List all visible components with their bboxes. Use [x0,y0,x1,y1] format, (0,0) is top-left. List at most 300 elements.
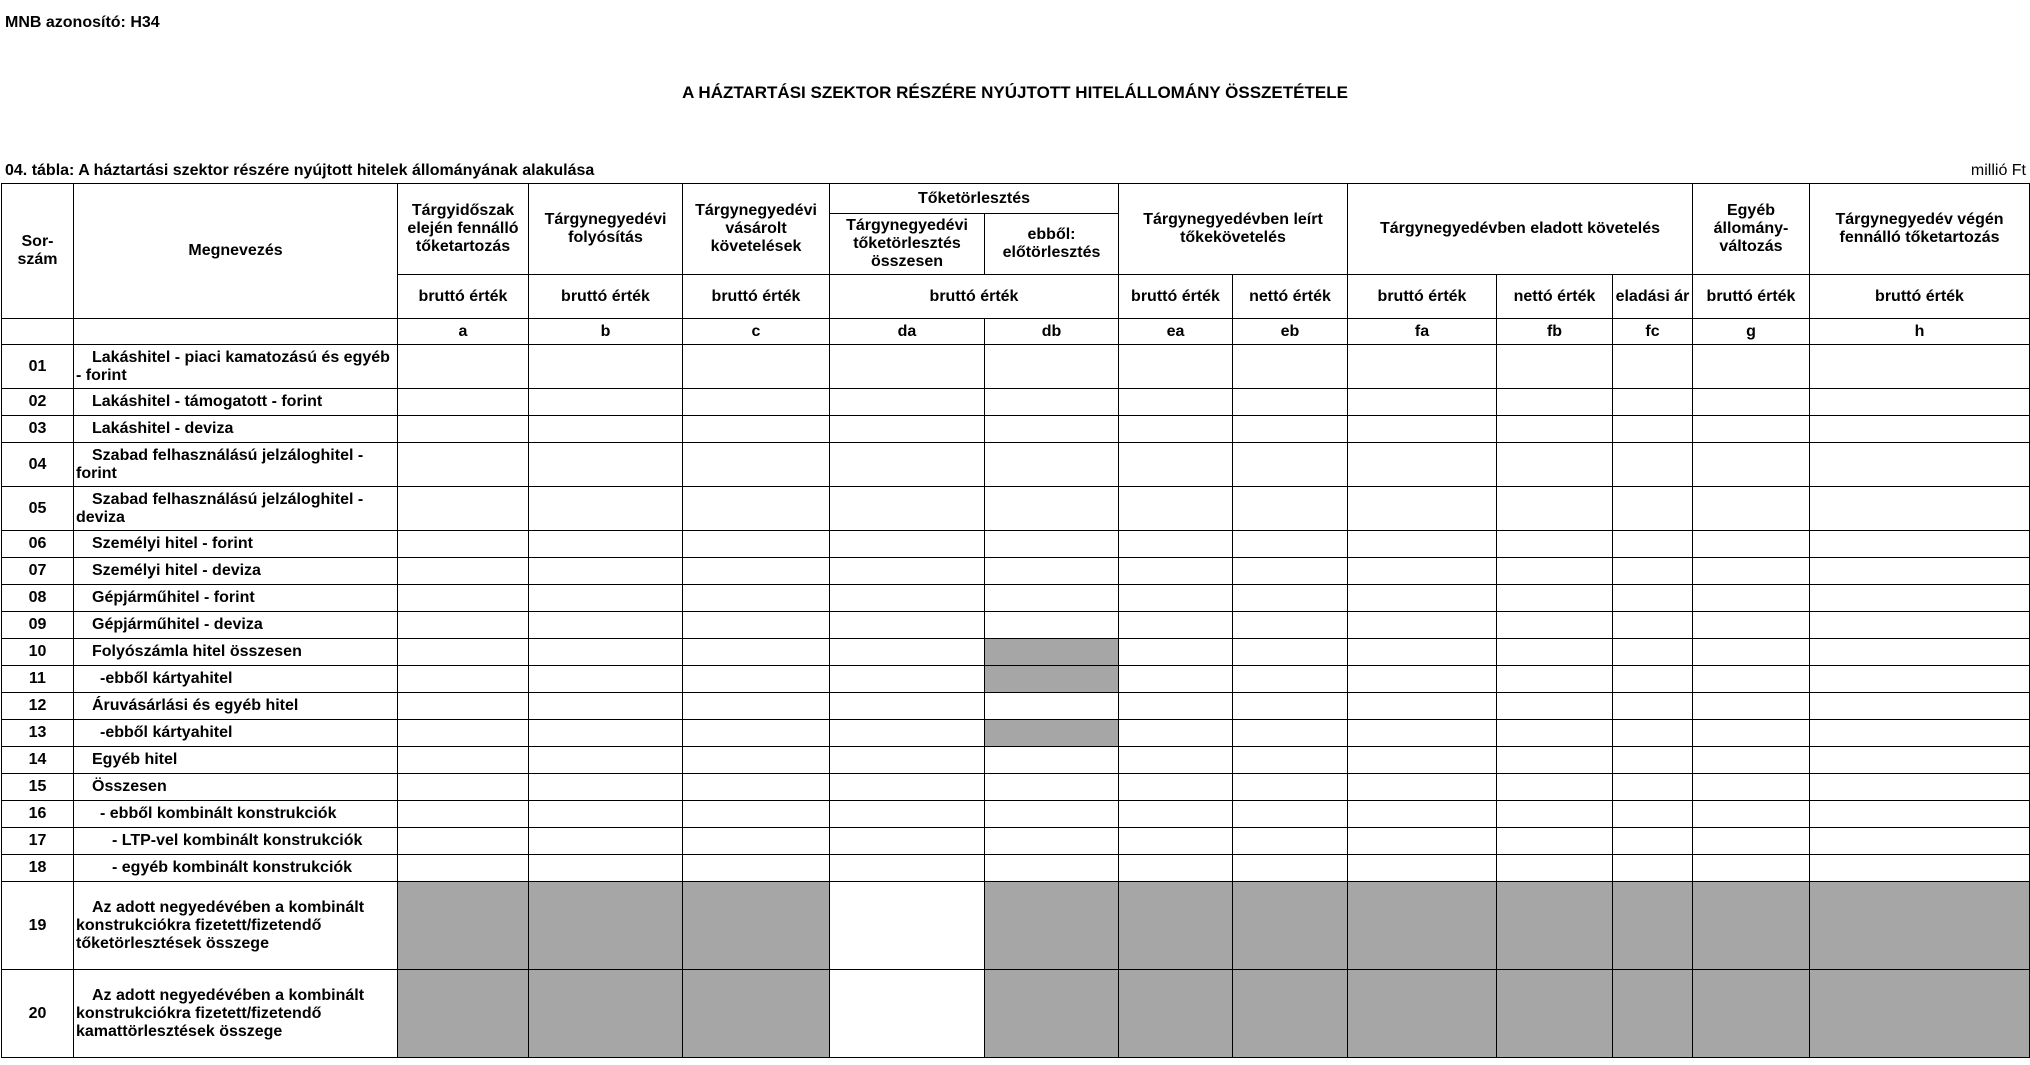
shaded-data-cell [1613,882,1693,970]
header-megnevezes: Megnevezés [74,184,398,319]
data-cell[interactable] [683,639,830,666]
shaded-data-cell [1119,882,1233,970]
data-cell[interactable] [1810,487,2030,531]
data-cell[interactable] [529,612,683,639]
row-name-cell [74,828,398,855]
data-cell[interactable] [1497,345,1613,389]
data-cell[interactable] [1348,443,1497,487]
data-cell[interactable] [1810,666,2030,693]
data-cell[interactable] [1119,720,1233,747]
data-cell[interactable] [1497,443,1613,487]
data-cell[interactable] [830,558,985,585]
data-cell[interactable] [1233,612,1348,639]
data-cell[interactable] [830,666,985,693]
data-cell[interactable] [683,558,830,585]
data-cell[interactable] [529,828,683,855]
row-name: Személyi hitel - deviza [92,562,261,579]
data-cell[interactable] [529,558,683,585]
data-cell[interactable] [1233,389,1348,416]
data-cell[interactable] [1497,585,1613,612]
data-cell[interactable] [398,612,529,639]
data-cell[interactable] [1693,693,1810,720]
data-cell[interactable] [1497,612,1613,639]
table-row [2,666,2030,693]
data-cell[interactable] [398,639,529,666]
data-cell[interactable] [398,666,529,693]
data-cell[interactable] [1348,855,1497,882]
row-name-cell [74,693,398,720]
data-cell[interactable] [529,774,683,801]
row-name: Személyi hitel - forint [92,535,253,552]
data-cell[interactable] [1497,720,1613,747]
data-cell[interactable] [985,747,1119,774]
data-cell[interactable] [985,612,1119,639]
column-code: eb [1233,319,1348,345]
header-group-eladott: Tárgynegyedévben eladott követelés [1348,184,1693,275]
data-cell[interactable] [1810,774,2030,801]
data-cell[interactable] [1233,345,1348,389]
data-cell[interactable] [1693,345,1810,389]
data-cell[interactable] [830,720,985,747]
data-cell[interactable] [1233,558,1348,585]
data-cell[interactable] [1233,720,1348,747]
data-cell[interactable] [1497,531,1613,558]
data-cell[interactable] [398,828,529,855]
data-cell[interactable] [1233,585,1348,612]
data-cell[interactable] [1348,612,1497,639]
data-cell[interactable] [1693,828,1810,855]
data-cell[interactable] [830,855,985,882]
table-row [2,612,2030,639]
data-cell[interactable] [985,416,1119,443]
shaded-data-cell [1613,970,1693,1058]
data-cell[interactable] [683,774,830,801]
data-cell[interactable] [1810,639,2030,666]
data-cell[interactable] [1693,389,1810,416]
data-cell[interactable] [529,855,683,882]
shaded-data-cell [1233,970,1348,1058]
data-cell[interactable] [398,747,529,774]
data-cell[interactable] [1497,389,1613,416]
data-cell[interactable] [683,828,830,855]
table-row [2,747,2030,774]
data-cell[interactable] [1693,666,1810,693]
data-cell[interactable] [1233,416,1348,443]
data-cell[interactable] [1810,801,2030,828]
data-cell[interactable] [1497,747,1613,774]
data-cell[interactable] [683,487,830,531]
table-row [2,558,2030,585]
row-name: Lakáshitel - piaci kamatozású és egyéb - forint [76,348,390,384]
header-row-1 [2,184,2030,214]
data-cell[interactable] [1693,747,1810,774]
row-name-cell [74,855,398,882]
subheader-brutto: bruttó érték [1119,275,1233,319]
row-name-cell [74,345,398,389]
data-cell[interactable] [830,389,985,416]
data-cell[interactable] [1497,416,1613,443]
data-cell[interactable] [1693,558,1810,585]
data-cell[interactable] [1810,558,2030,585]
data-cell[interactable] [985,487,1119,531]
row-name-cell [74,612,398,639]
data-cell[interactable] [1693,416,1810,443]
data-cell[interactable] [1497,693,1613,720]
row-name: Szabad felhasználású jelzáloghitel - forint [76,446,364,482]
data-cell[interactable] [398,774,529,801]
data-cell[interactable] [830,774,985,801]
row-number: 04 [2,443,74,487]
data-cell[interactable] [1693,720,1810,747]
data-cell[interactable] [398,345,529,389]
data-cell[interactable] [1613,487,1693,531]
data-cell[interactable] [1233,828,1348,855]
row-name-cell [74,585,398,612]
data-cell[interactable] [1119,345,1233,389]
row-number: 01 [2,345,74,389]
column-code: a [398,319,529,345]
data-cell[interactable] [1348,585,1497,612]
shaded-data-cell [985,639,1119,666]
data-cell[interactable] [398,389,529,416]
unit-label: millió Ft [1970,162,2026,179]
data-cell[interactable] [985,693,1119,720]
row-name-cell [74,882,398,970]
data-cell[interactable] [1119,585,1233,612]
data-cell[interactable] [398,443,529,487]
data-cell[interactable] [1693,801,1810,828]
data-cell[interactable] [1497,774,1613,801]
data-cell[interactable] [830,639,985,666]
data-cell[interactable] [1348,720,1497,747]
shaded-data-cell [683,882,830,970]
data-cell[interactable] [1119,558,1233,585]
data-cell[interactable] [683,345,830,389]
data-cell[interactable] [1119,443,1233,487]
data-cell[interactable] [830,970,985,1058]
data-cell[interactable] [1693,855,1810,882]
data-cell[interactable] [1348,774,1497,801]
data-cell[interactable] [1497,828,1613,855]
row-name: - egyéb kombinált konstrukciók [112,859,353,876]
data-cell[interactable] [1233,487,1348,531]
data-cell[interactable] [830,531,985,558]
shaded-data-cell [529,970,683,1058]
row-name-cell [74,443,398,487]
data-cell[interactable] [398,720,529,747]
mnb-identifier: MNB azonosító: H34 [5,14,160,31]
data-cell[interactable] [683,693,830,720]
data-cell[interactable] [1233,531,1348,558]
row-number: 10 [2,639,74,666]
data-cell[interactable] [683,416,830,443]
row-name: Lakáshitel - deviza [92,420,234,437]
code-row [2,319,2030,345]
data-cell[interactable] [1233,443,1348,487]
data-cell[interactable] [1810,612,2030,639]
table-row [2,693,2030,720]
data-cell[interactable] [1613,443,1693,487]
data-cell[interactable] [1233,693,1348,720]
data-cell[interactable] [1119,747,1233,774]
data-cell[interactable] [1613,801,1693,828]
data-cell[interactable] [529,345,683,389]
row-number: 05 [2,487,74,531]
data-cell[interactable] [529,639,683,666]
data-cell[interactable] [830,487,985,531]
row-name: Gépjárműhitel - forint [92,589,255,606]
data-cell[interactable] [1810,693,2030,720]
data-cell[interactable] [1497,801,1613,828]
data-cell[interactable] [1810,345,2030,389]
data-cell[interactable] [830,416,985,443]
header-col-h: Tárgynegyedév végén fennálló tőketartozás [1810,184,2030,275]
data-cell[interactable] [1613,693,1693,720]
row-name-cell [74,639,398,666]
data-cell[interactable] [1613,389,1693,416]
data-cell[interactable] [1613,855,1693,882]
data-cell[interactable] [1119,693,1233,720]
row-name: Szabad felhasználású jelzáloghitel - deviza [76,490,364,526]
header-group-tokettorlesztes: Tőketörlesztés [830,184,1119,214]
data-cell[interactable] [1810,585,2030,612]
data-cell[interactable] [1497,855,1613,882]
table-row [2,585,2030,612]
data-cell[interactable] [1613,531,1693,558]
data-cell[interactable] [1233,855,1348,882]
data-cell[interactable] [1693,774,1810,801]
data-cell[interactable] [529,720,683,747]
data-cell[interactable] [398,801,529,828]
data-cell[interactable] [1348,639,1497,666]
data-cell[interactable] [1119,612,1233,639]
data-cell[interactable] [529,443,683,487]
data-cell[interactable] [683,443,830,487]
table-row [2,828,2030,855]
shaded-data-cell [1233,882,1348,970]
subheader-brutto: bruttó érték [1810,275,2030,319]
header-group-leirt: Tárgynegyedévben leírt tőkekövetelés [1119,184,1348,275]
data-cell[interactable] [398,693,529,720]
data-cell[interactable] [1348,389,1497,416]
data-cell[interactable] [1810,828,2030,855]
data-cell[interactable] [398,531,529,558]
data-cell[interactable] [1613,612,1693,639]
data-cell[interactable] [830,612,985,639]
header-col-c: Tárgynegyedévi vásárolt követelések [683,184,830,275]
data-cell[interactable] [398,558,529,585]
data-cell[interactable] [683,612,830,639]
data-cell[interactable] [683,531,830,558]
data-cell[interactable] [1613,747,1693,774]
row-name-cell [74,747,398,774]
data-cell[interactable] [985,774,1119,801]
data-cell[interactable] [985,585,1119,612]
shaded-data-cell [985,970,1119,1058]
data-cell[interactable] [398,585,529,612]
data-cell[interactable] [830,693,985,720]
data-cell[interactable] [529,747,683,774]
subheader-netto: nettó érték [1497,275,1613,319]
row-name: - ebből kombinált konstrukciók [100,805,337,822]
data-cell[interactable] [1693,612,1810,639]
row-name: -ebből kártyahitel [100,670,233,687]
data-cell[interactable] [1119,801,1233,828]
data-cell[interactable] [683,747,830,774]
data-cell[interactable] [1119,487,1233,531]
data-cell[interactable] [1119,531,1233,558]
data-cell[interactable] [1613,416,1693,443]
data-cell[interactable] [1119,774,1233,801]
data-cell[interactable] [1348,666,1497,693]
row-number: 19 [2,882,74,970]
data-cell[interactable] [529,585,683,612]
data-cell[interactable] [830,585,985,612]
data-cell[interactable] [830,882,985,970]
table-row [2,443,2030,487]
data-cell[interactable] [1348,345,1497,389]
data-cell[interactable] [398,487,529,531]
table-row [2,970,2030,1058]
data-cell[interactable] [1348,487,1497,531]
subheader-brutto: bruttó érték [1693,275,1810,319]
data-cell[interactable] [1810,531,2030,558]
data-cell[interactable] [683,585,830,612]
data-cell[interactable] [1348,693,1497,720]
data-cell[interactable] [529,693,683,720]
data-cell[interactable] [1119,855,1233,882]
data-cell[interactable] [683,855,830,882]
data-cell[interactable] [1233,639,1348,666]
column-code: da [830,319,985,345]
data-cell[interactable] [1810,747,2030,774]
data-cell[interactable] [398,855,529,882]
data-cell[interactable] [398,416,529,443]
data-cell[interactable] [1613,774,1693,801]
data-cell[interactable] [1613,585,1693,612]
data-cell[interactable] [1497,666,1613,693]
row-number: 12 [2,693,74,720]
data-cell[interactable] [1810,416,2030,443]
data-cell[interactable] [1497,558,1613,585]
data-cell[interactable] [1119,389,1233,416]
row-number: 07 [2,558,74,585]
row-number: 08 [2,585,74,612]
data-cell[interactable] [1119,666,1233,693]
row-name-cell [74,416,398,443]
row-number: 20 [2,970,74,1058]
shaded-data-cell [985,720,1119,747]
data-cell[interactable] [1233,774,1348,801]
data-cell[interactable] [830,828,985,855]
data-cell[interactable] [1613,720,1693,747]
data-cell[interactable] [830,443,985,487]
data-cell[interactable] [985,801,1119,828]
data-cell[interactable] [985,345,1119,389]
data-cell[interactable] [1348,747,1497,774]
data-cell[interactable] [529,531,683,558]
data-cell[interactable] [1810,389,2030,416]
data-cell[interactable] [529,389,683,416]
table-row [2,882,2030,970]
shaded-data-cell [1497,970,1613,1058]
data-cell[interactable] [1693,443,1810,487]
row-name: Összesen [92,778,167,795]
data-cell[interactable] [1348,558,1497,585]
data-cell[interactable] [1497,639,1613,666]
header-col-b: Tárgynegyedévi folyósítás [529,184,683,275]
data-cell[interactable] [1810,720,2030,747]
data-cell[interactable] [1810,443,2030,487]
data-cell[interactable] [683,389,830,416]
data-cell[interactable] [1348,801,1497,828]
row-name-cell [74,531,398,558]
data-cell[interactable] [985,389,1119,416]
data-cell[interactable] [1497,487,1613,531]
data-cell[interactable] [1613,639,1693,666]
data-cell[interactable] [1233,666,1348,693]
data-cell[interactable] [683,666,830,693]
shaded-data-cell [398,970,529,1058]
shaded-data-cell [985,882,1119,970]
data-cell[interactable] [830,345,985,389]
data-cell[interactable] [1613,828,1693,855]
data-cell[interactable] [529,666,683,693]
data-cell[interactable] [985,531,1119,558]
data-cell[interactable] [1693,639,1810,666]
data-cell[interactable] [683,801,830,828]
row-name: Az adott negyedévében a kombinált konstrukciókra fizetett/fizetendő kamattörlesztések összege [76,986,365,1040]
data-cell[interactable] [830,801,985,828]
column-code: fc [1613,319,1693,345]
data-cell[interactable] [1348,531,1497,558]
data-cell[interactable] [985,558,1119,585]
table-row [2,774,2030,801]
data-cell[interactable] [1348,828,1497,855]
data-cell[interactable] [1693,487,1810,531]
data-cell[interactable] [1613,558,1693,585]
row-name: Folyószámla hitel összesen [92,643,302,660]
data-cell[interactable] [1233,747,1348,774]
data-cell[interactable] [1693,531,1810,558]
data-cell[interactable] [1348,416,1497,443]
data-cell[interactable] [830,747,985,774]
data-cell[interactable] [1613,345,1693,389]
data-cell[interactable] [529,487,683,531]
data-cell[interactable] [1119,828,1233,855]
row-number: 14 [2,747,74,774]
column-code: h [1810,319,2030,345]
row-number: 02 [2,389,74,416]
row-number: 06 [2,531,74,558]
data-cell[interactable] [1233,801,1348,828]
data-cell[interactable] [683,720,830,747]
row-number: 17 [2,828,74,855]
row-name-cell [74,801,398,828]
data-cell[interactable] [529,416,683,443]
data-cell[interactable] [1613,666,1693,693]
data-cell[interactable] [1693,585,1810,612]
data-cell[interactable] [1119,639,1233,666]
data-cell[interactable] [1810,855,2030,882]
data-cell[interactable] [985,855,1119,882]
data-cell[interactable] [985,828,1119,855]
data-cell[interactable] [1119,416,1233,443]
data-cell[interactable] [529,801,683,828]
row-number: 18 [2,855,74,882]
data-cell[interactable] [985,443,1119,487]
column-code: fb [1497,319,1613,345]
